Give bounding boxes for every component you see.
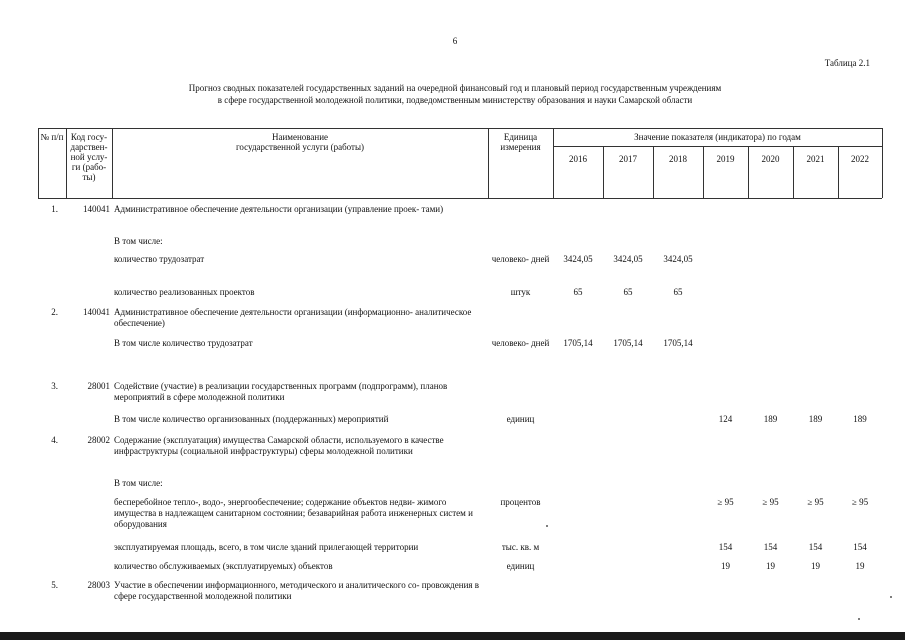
row-value: 19 — [811, 561, 820, 571]
header-divider — [38, 128, 39, 198]
row-value: 3424,05 — [563, 254, 593, 264]
row-name: количество реализованных проектов — [114, 287, 255, 297]
row-name: В том числе количество организованных (поддержанных) мероприятий — [114, 414, 389, 424]
row-value: 154 — [853, 542, 867, 552]
row-name: Административное обеспечение деятельности организации (информационно- аналитическое обеспечение) — [114, 307, 472, 328]
header-year: 2018 — [669, 154, 687, 164]
row-number: 2. — [51, 307, 58, 317]
header-year: 2019 — [716, 154, 735, 164]
row-value: 154 — [763, 542, 778, 552]
row-value: 1705,14 — [563, 338, 593, 348]
row-value: 189 — [853, 414, 867, 424]
row-unit: штук — [510, 287, 531, 297]
header-name-line-2: государственной услуги (работы) — [235, 142, 365, 152]
row-unit: человеко- дней — [491, 338, 550, 348]
header-num: № п/п — [40, 132, 64, 142]
row-unit: тыс. кв. м — [501, 542, 540, 552]
row-number: 5. — [51, 580, 58, 590]
row-name: Административное обеспечение деятельности организации (управление проек- тами) — [114, 204, 444, 214]
row-unit: процентов — [500, 497, 541, 507]
header-divider — [488, 128, 489, 198]
row-value: 189 — [808, 414, 823, 424]
table-reference: Таблица 2.1 — [824, 58, 870, 68]
title-line-1: Прогноз сводных показателей государственных заданий на очередной финансовый год и плановый период государственным учреждениям — [188, 83, 722, 93]
row-name: В том числе: — [114, 478, 163, 488]
row-value: 124 — [718, 414, 733, 424]
header-divider — [882, 128, 883, 198]
row-value: 19 — [855, 561, 865, 571]
row-name: бесперебойное тепло-, водо-, энергообеспечение; содержание объектов недви- жимого имущества в надлежащем санитарном состоянии; безаварийная работа инженерных систем и оборудования — [114, 497, 473, 529]
row-unit: единиц — [506, 561, 535, 571]
row-value: ≥ 95 — [762, 497, 779, 507]
header-divider — [66, 128, 67, 198]
row-name: В том числе: — [114, 236, 163, 246]
row-value: 65 — [673, 287, 683, 297]
row-value: ≥ 95 — [807, 497, 824, 507]
row-value: 65 — [623, 287, 633, 297]
row-value: 189 — [763, 414, 778, 424]
row-name: В том числе количество трудозатрат — [114, 338, 253, 348]
header-unit: Единица измерения — [500, 132, 541, 152]
row-code: 140041 — [83, 204, 110, 214]
row-name: количество трудозатрат — [114, 254, 205, 264]
row-value: ≥ 95 — [851, 497, 869, 507]
row-name: Содействие (участие) в реализации государственных программ (подпрограмм), планов мероприятий в сфере молодежной политики — [114, 381, 448, 402]
row-value: 19 — [721, 561, 730, 571]
row-name: количество обслуживаемых (эксплуатируемых) объектов — [114, 561, 333, 571]
header-year: 2020 — [761, 154, 780, 164]
row-unit: человеко- дней — [491, 254, 550, 264]
header-values: Значение показателя (индикатора) по годам — [634, 132, 801, 142]
row-value: 154 — [808, 542, 823, 552]
scan-speck — [858, 618, 860, 620]
row-name: Участие в обеспечении информационного, методического и аналитического со- провождения в сфере государственной молодежной политики — [114, 580, 480, 601]
row-code: 28002 — [87, 435, 110, 445]
row-value: 3424,05 — [613, 254, 643, 264]
header-bottom-border — [38, 198, 882, 199]
row-name: эксплуатируемая площадь, всего, в том числе зданий прилегающей территории — [114, 542, 419, 552]
row-value: 154 — [718, 542, 733, 552]
header-code: Код госу- дарствен- ной услу- ги (рабо- ты) — [70, 132, 108, 182]
row-name: Содержание (эксплуатация) имущества Самарской области, используемого в качестве инфраструктуры (социальной инфраструктуры) сферы молодежной политики — [114, 435, 444, 456]
row-value: 65 — [573, 287, 583, 297]
page-number: 6 — [452, 36, 458, 46]
row-value: 1705,14 — [613, 338, 643, 348]
row-unit: единиц — [506, 414, 535, 424]
header-divider — [112, 128, 113, 198]
scan-speck — [546, 525, 548, 527]
header-name — [114, 132, 486, 152]
header-top-border — [38, 128, 882, 129]
header-name-line-1: Наименование — [271, 132, 329, 142]
row-number: 3. — [51, 381, 58, 391]
row-number: 1. — [51, 204, 58, 214]
row-code: 28003 — [87, 580, 110, 590]
row-number: 4. — [51, 435, 58, 445]
scan-speck — [890, 596, 892, 598]
row-value: ≥ 95 — [717, 497, 734, 507]
row-code: 140041 — [83, 307, 110, 317]
row-code: 28001 — [87, 381, 110, 391]
header-year: 2021 — [806, 154, 825, 164]
document-title — [90, 82, 820, 106]
scan-edge-bar — [0, 632, 905, 640]
header-year: 2016 — [569, 154, 587, 164]
title-line-2: в сфере государственной молодежной политики, подведомственным министерству образования и науки Самарской области — [217, 95, 693, 105]
header-year: 2017 — [619, 154, 637, 164]
row-value: 19 — [766, 561, 775, 571]
row-value: 3424,05 — [663, 254, 693, 264]
header-year: 2022 — [851, 154, 869, 164]
row-value: 1705,14 — [663, 338, 693, 348]
